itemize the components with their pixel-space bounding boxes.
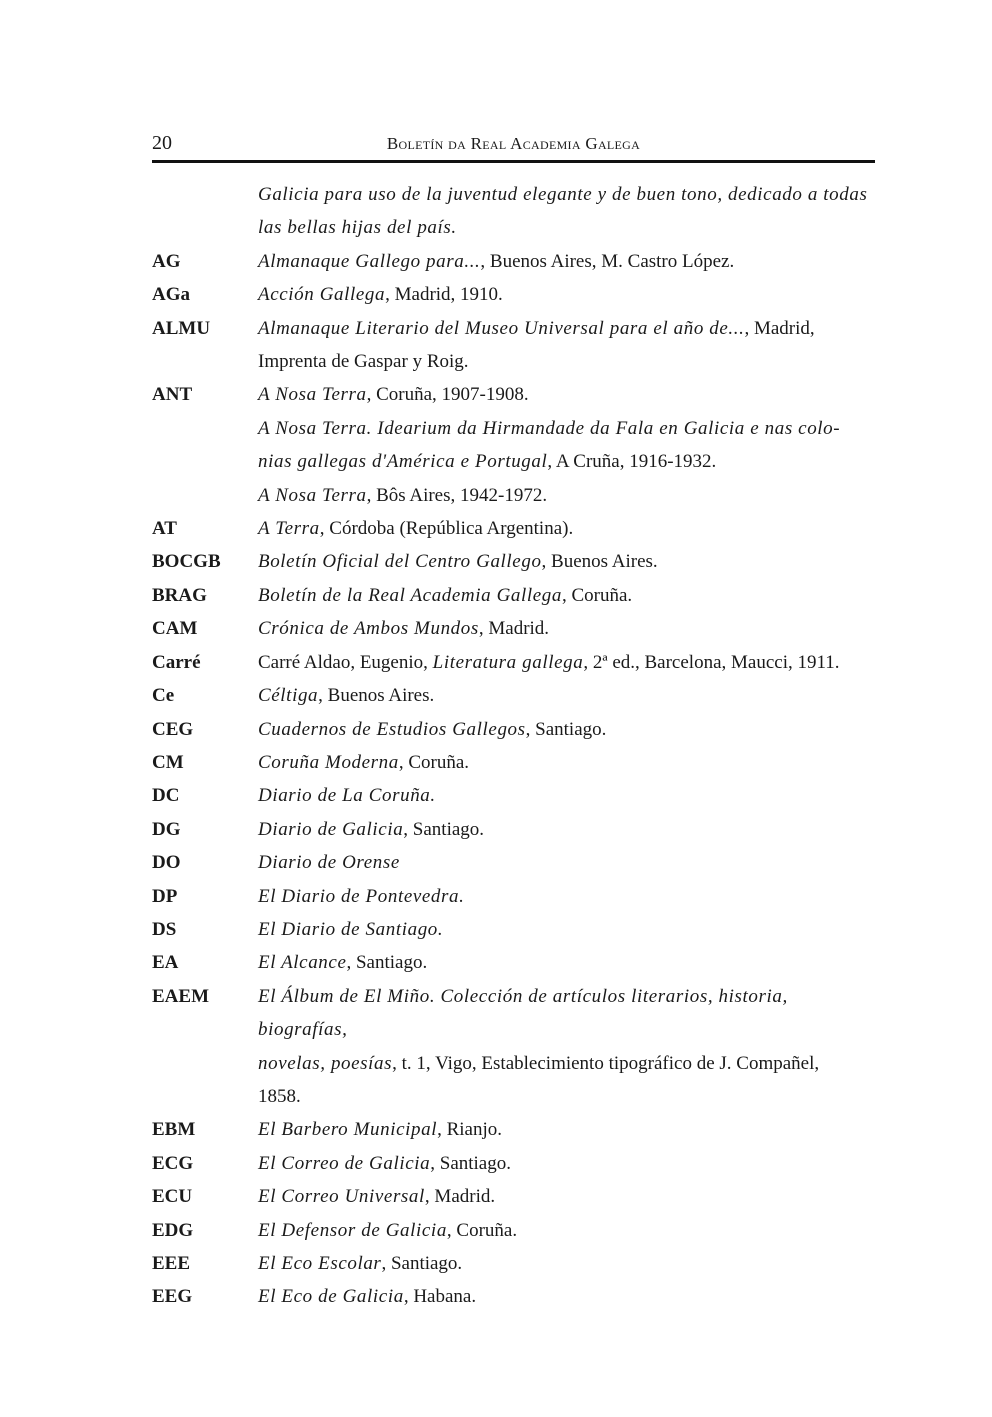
list-item <box>152 245 875 278</box>
italic-title-text: Acción Gallega <box>258 284 386 306</box>
entry-description <box>258 1247 875 1280</box>
entry-abbreviation: BOCGB <box>152 551 221 573</box>
list-item <box>152 913 875 946</box>
list-item <box>152 746 875 779</box>
entry-line <box>258 1113 875 1146</box>
entry-description <box>258 579 875 612</box>
list-item <box>152 880 875 913</box>
entry-text: , A Cruña, 1916-1932. <box>547 451 717 473</box>
list-item <box>152 545 875 578</box>
list-item <box>152 679 875 712</box>
italic-title-text: Almanaque Literario del Museo Universal para el año de... <box>258 317 745 339</box>
page-header <box>152 130 875 158</box>
entry-text: , Buenos Aires, M. Castro López. <box>480 250 735 272</box>
entry-text: , 2ª ed., Barcelona, Maucci, 1911. <box>583 651 840 673</box>
entry-line <box>258 312 875 345</box>
entry-description <box>258 846 875 879</box>
entry-abbreviation: ECU <box>152 1186 193 1208</box>
entry-description <box>258 612 875 645</box>
entry-line <box>258 278 875 311</box>
entry-line <box>258 1180 875 1213</box>
entry-line <box>258 412 875 445</box>
entry-abbreviation: DO <box>152 852 181 874</box>
list-item <box>152 378 875 512</box>
entry-line <box>258 646 875 679</box>
entry-description <box>258 779 875 812</box>
document-page <box>152 0 875 1417</box>
entry-description <box>258 913 875 946</box>
entry-description <box>258 1147 875 1180</box>
italic-title-text: El Álbum de El Miño. Colección de artículos literarios, historia, biografías, <box>258 985 788 1041</box>
entry-description <box>258 946 875 979</box>
italic-title-text: A Nosa Terra <box>258 484 367 506</box>
entry-abbreviation: CEG <box>152 718 194 740</box>
list-item <box>152 946 875 979</box>
italic-title-text: El Diario de Santiago. <box>258 918 444 940</box>
entry-abbreviation: EA <box>152 952 179 974</box>
italic-title-text: A Nosa Terra <box>258 384 367 406</box>
entry-description <box>258 1214 875 1247</box>
entry-text: Imprenta de Gaspar y Roig. <box>258 351 469 373</box>
list-item <box>152 1214 875 1247</box>
running-title: Boletín da Real Academia Galega <box>386 134 641 153</box>
entry-text: , t. 1, Vigo, Establecimiento tipográfico de J. Compañel, <box>392 1052 820 1074</box>
italic-title-text: las bellas hijas del país. <box>258 217 457 239</box>
entry-description <box>258 713 875 746</box>
list-item <box>152 980 875 1114</box>
entry-abbreviation: EAEM <box>152 985 209 1007</box>
entry-text: , Madrid, <box>744 317 815 339</box>
entry-abbreviation: EBM <box>152 1119 196 1141</box>
entry-text: , Coruña. <box>562 584 633 606</box>
entry-description <box>258 178 875 245</box>
entry-abbreviation: ECG <box>152 1152 194 1174</box>
list-item <box>152 278 875 311</box>
entry-text: , Bôs Aires, 1942-1972. <box>366 484 548 506</box>
entry-line <box>258 1280 875 1313</box>
entry-description <box>258 278 875 311</box>
entry-text: , Córdoba (República Argentina). <box>319 518 574 540</box>
italic-title-text: novelas, poesías <box>258 1052 393 1074</box>
list-item <box>152 1180 875 1213</box>
entry-line <box>258 1247 875 1280</box>
entry-line <box>258 1214 875 1247</box>
entry-description <box>258 245 875 278</box>
entry-text: , Santiago. <box>403 818 485 840</box>
entry-abbreviation: CM <box>152 751 184 773</box>
entry-abbreviation: DS <box>152 918 177 940</box>
italic-title-text: El Eco Escolar <box>258 1253 382 1274</box>
italic-title-text: El Barbero Municipal <box>258 1119 438 1141</box>
list-item <box>152 713 875 746</box>
entry-abbreviation: EDG <box>152 1219 194 1241</box>
entry-text: , Madrid. <box>478 618 550 640</box>
entry-line <box>258 545 875 578</box>
entry-line <box>258 813 875 846</box>
list-item <box>152 1113 875 1146</box>
entry-description <box>258 1180 875 1213</box>
entry-description <box>258 646 875 679</box>
entry-text: 1858. <box>258 1085 301 1107</box>
entry-description <box>258 378 875 512</box>
entry-abbreviation: ANT <box>152 384 193 406</box>
list-item <box>152 512 875 545</box>
entry-abbreviation: EEE <box>152 1253 191 1274</box>
entry-text: , Rianjo. <box>437 1119 503 1141</box>
entry-line <box>258 713 875 746</box>
list-item <box>152 178 875 245</box>
italic-title-text: A Nosa Terra. Idearium da Hirmandade da Fala en Galicia e nas colo- <box>258 417 841 439</box>
entry-text: , Santiago. <box>525 718 607 740</box>
entry-description <box>258 746 875 779</box>
entry-line <box>258 1147 875 1180</box>
list-item <box>152 779 875 812</box>
entry-text: , Coruña. <box>398 751 470 773</box>
list-item <box>152 813 875 846</box>
entry-description <box>258 312 875 379</box>
italic-title-text: Cuadernos de Estudios Gallegos <box>258 718 526 740</box>
entry-abbreviation: AT <box>152 518 177 540</box>
list-item <box>152 612 875 645</box>
entry-abbreviation: DG <box>152 818 181 840</box>
entry-abbreviation: Carré <box>152 651 201 673</box>
entry-line <box>258 345 875 378</box>
entry-abbreviation: BRAG <box>152 584 207 606</box>
entry-line <box>258 378 875 411</box>
entry-description <box>258 1280 875 1313</box>
list-item <box>152 1280 875 1313</box>
entry-abbreviation <box>152 178 258 245</box>
entry-line <box>258 1080 875 1113</box>
entry-abbreviation: DP <box>152 885 178 907</box>
italic-title-text: Coruña Moderna <box>258 751 399 773</box>
italic-title-text: Boletín de la Real Academia Gallega <box>258 584 562 606</box>
italic-title-text: Almanaque Gallego para... <box>258 250 481 272</box>
entry-line <box>258 913 875 946</box>
entry-line <box>258 245 875 278</box>
entry-line <box>258 880 875 913</box>
page-number: 20 <box>152 132 172 154</box>
entry-abbreviation: Ce <box>152 685 175 707</box>
entry-abbreviation: DC <box>152 785 180 807</box>
list-item <box>152 1247 875 1280</box>
italic-title-text: nias gallegas d'América e Portugal <box>258 451 548 473</box>
entry-abbreviation: AGa <box>152 284 190 306</box>
entry-abbreviation: EEG <box>152 1286 193 1308</box>
abbreviation-list <box>152 178 875 1314</box>
italic-title-text: A Terra <box>258 518 320 540</box>
entry-text: , Santiago. <box>430 1152 511 1174</box>
entry-text: , Habana. <box>403 1286 477 1308</box>
entry-line <box>258 211 875 244</box>
italic-title-text: Céltiga <box>258 685 319 707</box>
entry-description <box>258 545 875 578</box>
italic-title-text: Diario de Orense <box>258 852 400 874</box>
entry-line <box>258 612 875 645</box>
entry-abbreviation: AG <box>152 250 181 272</box>
entry-text: , Madrid, 1910. <box>385 284 503 306</box>
entry-line <box>258 980 875 1047</box>
list-item <box>152 579 875 612</box>
italic-title-text: Diario de La Coruña. <box>258 785 436 807</box>
entry-line <box>258 1047 875 1080</box>
list-item <box>152 846 875 879</box>
entry-line <box>258 679 875 712</box>
list-item <box>152 312 875 379</box>
entry-text: , Santiago. <box>346 952 428 974</box>
italic-title-text: El Correo de Galicia <box>258 1152 431 1174</box>
entry-description <box>258 512 875 545</box>
entry-description <box>258 980 875 1114</box>
entry-description <box>258 679 875 712</box>
italic-title-text: Boletín Oficial del Centro Gallego <box>258 551 542 573</box>
entry-description <box>258 1113 875 1146</box>
italic-title-text: Galicia para uso de la juventud elegante y de buen tono, dedicado a todas <box>258 184 868 205</box>
italic-title-text: El Eco de Galicia <box>258 1286 404 1308</box>
entry-text: , Buenos Aires. <box>318 685 435 707</box>
italic-title-text: Diario de Galicia <box>258 818 404 840</box>
entry-text: , Buenos Aires. <box>541 551 658 573</box>
entry-text: , Coruña. <box>446 1219 518 1241</box>
entry-line <box>258 479 875 512</box>
entry-line <box>258 445 875 478</box>
entry-text: , Coruña, 1907-1908. <box>366 384 529 406</box>
italic-title-text: Crónica de Ambos Mundos <box>258 618 479 640</box>
italic-title-text: El Diario de Pontevedra. <box>258 885 465 907</box>
italic-title-text: El Alcance <box>258 952 347 974</box>
italic-title-text: Literatura gallega <box>432 651 584 673</box>
italic-title-text: El Defensor de Galicia <box>258 1219 447 1241</box>
entry-abbreviation: ALMU <box>152 317 211 339</box>
entry-line <box>258 512 875 545</box>
entry-description <box>258 880 875 913</box>
entry-text: , Madrid. <box>424 1186 496 1208</box>
entry-line <box>258 178 875 211</box>
entry-line <box>258 846 875 879</box>
entry-text: , Santiago. <box>381 1253 463 1274</box>
entry-line <box>258 946 875 979</box>
list-item <box>152 646 875 679</box>
entry-description <box>258 813 875 846</box>
entry-line <box>258 779 875 812</box>
italic-title-text: El Correo Universal <box>258 1186 425 1208</box>
entry-text: Carré Aldao, Eugenio, <box>258 651 433 673</box>
entry-line <box>258 579 875 612</box>
header-rule <box>152 160 875 163</box>
list-item <box>152 1147 875 1180</box>
entry-line <box>258 746 875 779</box>
entry-abbreviation: CAM <box>152 618 198 640</box>
